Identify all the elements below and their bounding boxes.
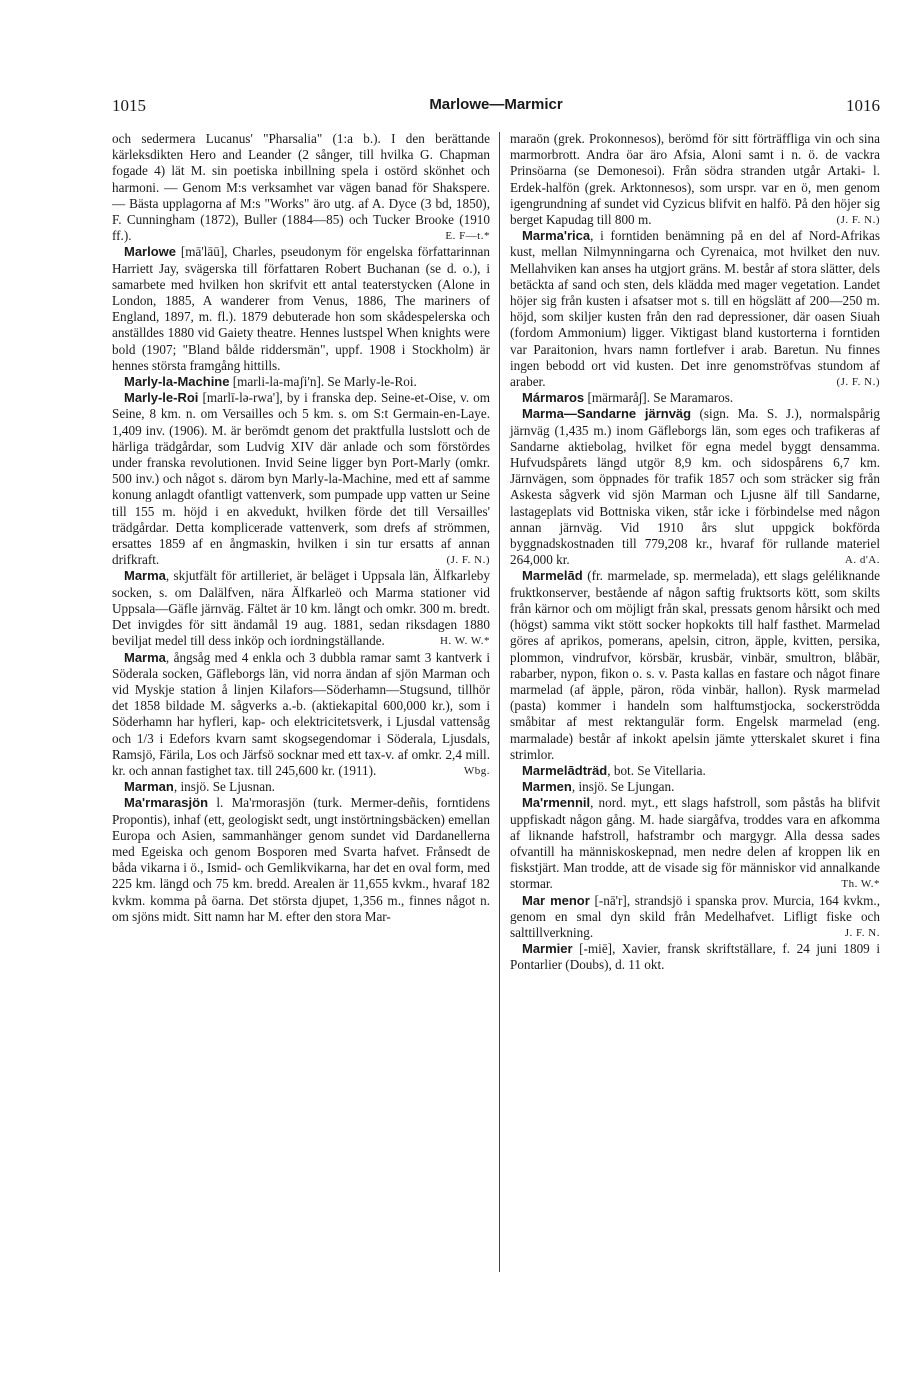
- entry-headword: Marmelādträd: [522, 762, 608, 778]
- entry-headword: Ma'rmarasjön: [124, 795, 209, 811]
- author-signature: (J. F. N.): [446, 554, 490, 567]
- entry-headword: Marlowe: [124, 244, 177, 260]
- entry-headword: Marmier: [522, 941, 573, 957]
- entry-headword: Marly-le-Roi: [124, 390, 199, 406]
- entry-headword: Marly-la-Machine: [124, 374, 230, 390]
- column-divider: [499, 132, 500, 1272]
- entry-headword: Marma'rica: [522, 228, 591, 244]
- entry-text: , nord. myt., ett slags hafstroll, som påstås ha blifvit uppfiskadt någon gång. M. hade siargåfva, troddes vara en afkomma af liknande hafstroll, hafstrambr och margygr. Alla dessa sades ofvantill ha människoskepnad, men nedre delen af kroppen lik en fiskstjärt. Man trodde, att de visade sig för människor vid annalkande stormar.: [510, 795, 880, 892]
- continued-paragraph: [510, 131, 880, 228]
- entry-mar-menor: [510, 893, 880, 942]
- paragraph-text: och sedermera Lucanus' "Pharsalia" (1:a b.). I den berättande kärleksdikten Hero and Leander (2 sånger, till hvilka G. Chapman fogade 4) lät M. sin poetiska inbillning spela i ostörd skönhet och harmoni. — Genom M:s verksamhet var vägen banad för Shakspere. — Bästa upplagorna af M:s "Works" äro utg. af A. Dyce (3 bd, 1850), F. Cunningham (1872), Buller (1884—85) och Tucker Brooke (1910 ff.).: [112, 131, 490, 244]
- entry-text: , skjutfält för artilleriet, är beläget i Uppsala län, Älfkarleby socken, s. om Dalälfven, nära Älfkarleö och Marma stationer vid Uppsala—Gäfle järnväg. Fältet är 10 km. långt och omkr. 300 m. bredt. Det invigdes för sitt ändamål 19 aug. 1881, sedan riksdagen 1880 beviljat medel till dess inköp och iordningställande.: [112, 568, 490, 649]
- author-signature: H. W. W.*: [439, 635, 490, 648]
- entry-text: [marli-la-maʃi'n]. Se Marly-le-Roi.: [232, 374, 417, 390]
- entry-marman: [112, 779, 490, 795]
- entry-marmier: [510, 941, 880, 973]
- entry-marma-angsag: [112, 650, 490, 780]
- right-page-number: 1016: [846, 96, 880, 115]
- continued-paragraph: [112, 131, 490, 244]
- right-column: [510, 131, 880, 974]
- left-page-number: 1015: [112, 96, 146, 115]
- entry-marmarica: [510, 228, 880, 390]
- entry-text: , insjö. Se Ljungan.: [571, 779, 675, 795]
- entry-marmennil: [510, 795, 880, 892]
- entry-text: , ångsåg med 4 enkla och 3 dubbla ramar samt 3 kantverk i Söderala socken, Gäfleborgs län, vid norra ändan af sjön Marman och vid Myskje station å linjen Kilafors—Söderhamn—Stugsund, tillhör det 1858 bildade M. sågverks a.-b. (aktiekapital 600,000 kr.), som i Söderhamn har hyfleri, kap- och elektricitetsverk, i Ljusdal vattensåg och 1/3 i Edefors kvarn samt skogsegendomar i Söderala, Ljusdals, Ramsjö, Färila, Los och Järfsö socknar med ett tax-v. af omkr. 2,4 mill. kr. och annan fastighet tax. till 245,600 kr. (1911).: [112, 649, 490, 778]
- entry-text: [-nā'r], strandsjö i spanska prov. Murcia, 164 kvkm., genom en smal dyn skild från Medelhafvet. Lifligt fiske och salttillverkning.: [510, 892, 880, 940]
- entry-headword: Marma: [124, 568, 166, 584]
- entry-text: [-miē], Xavier, fransk skriftställare, f. 24 juni 1809 i Pontarlier (Doubs), d. 11 okt.: [510, 941, 880, 973]
- entry-text: , bot. Se Vitellaria.: [607, 762, 706, 778]
- entry-marmeladtrad: [510, 763, 880, 779]
- entry-headword: Marma—Sandarne järnväg: [522, 406, 692, 422]
- author-signature: (J. F. N.): [836, 214, 880, 227]
- entry-headword: Ma'rmennil: [522, 795, 591, 811]
- entry-headword: Marman: [124, 779, 174, 795]
- entry-text: (fr. marmelade, sp. mermelada), ett slags geléliknande fruktkonserver, bestående af någon saftig fruktsorts kött, som skilts från kärnor och om möjligt från skal, pressats genom hårsikt och med (högst) samma vikt stött socker hopkokts till half fasthet. Marmelad göres af aprikos, pomerans, apelsin, citron, äpple, kvitten, persika, plommon, vindrufvor, körsbär, krusbär, vinbär, smultron, blåbär, rabarber, nypon, fikon o. s. v. Pasta kallas en fastare och något finare marmelad (af äpple, päron, röda vinbär, hallon). Rysk marmelad (pasta) kommer i handeln som halftumstjocka, sockerströdda småbitar af mest rektangulär form. Engelsk marmelad (eng. marmalade) består af inkokt apelsin jämte ytterskalet skuret i fina strimlor.: [510, 568, 880, 762]
- page-header: [112, 96, 880, 118]
- entry-marmaros: [510, 390, 880, 406]
- entry-marmen: [510, 779, 880, 795]
- paragraph-text: maraön (grek. Prokonnesos), berömd för sitt förträffliga vin och sina marmorbrott. Andra öar äro Afsia, Aloni samt i n. ö. de vackra Prinsöarna (se Demonesoi). Från södra stranden utgår Artaki- l. Erdek-halfön (grek. Arktonnesos), som urspr. var en ö, men genom igengrundning af sundet vid Cyzicus blifvit en halfö. På den höjer sig berget Kapudag till 800 m.: [510, 131, 880, 228]
- entry-text: [marlī-lə-rwa'], by i franska dep. Seine-et-Oise, v. om Seine, 8 km. n. om Versailles och 5 km. s. om S:t Germain-en-Laye. 1,409 inv. (1906). M. är berömdt genom det praktfulla lustslott och de härliga trädgårdar, som Ludvig XIV där anlade och som förstördes under franska revolutionen. Invid Seine ligger byn Port-Marly (omkr. 500 inv.) och något s. därom byn Marly-la-Machine, med ett af samme konung anlagdt ofantligt vattenverk, som pumpade upp vatten ur Seine till 155 m. höjd i en akvedukt, hvilken förde det till Versailles' trädgårdar. Detta komplicerade vattenverk, som drefs af strömmen, ersattes 1859 af en ångmaskin, hvilken i sin tur ersatts af annan drifkraft.: [112, 390, 491, 568]
- running-title: Marlowe—Marmicr: [429, 96, 563, 113]
- entry-marma-skjutfalt: [112, 568, 490, 649]
- entry-headword: Mármaros: [522, 390, 585, 406]
- entry-text: , insjö. Se Ljusnan.: [173, 779, 275, 795]
- entry-marmelad: [510, 568, 880, 762]
- entry-marlowe: [112, 244, 490, 374]
- entry-text: [märmarå∫]. Se Maramaros.: [587, 390, 734, 406]
- entry-text: [mā'lāū], Charles, pseudonym för engelska författarinnan Harriett Jay, svägerska till författaren Robert Buchanan (se d. o.), i samarbete med hvilken hon skrifvit ett antal teaterstycken (Alone in London, 1885, A wanderer from Venus, 1886, The mariners of England, 1897, m. fl.). 1879 debuterade hon som skådespelerska och anställdes 1880 vid Gaiety theatre. Hennes lustspel When knights were bold (1907; "Bland bålde riddersmän", uppf. 1908 i Stockholm) är hennes största framgång hittills.: [112, 244, 491, 373]
- left-column: [112, 131, 490, 925]
- entry-text: (sign. Ma. S. J.), normalspårig järnväg (1,435 m.) inom Gäfleborgs län, som eges och trafikeras af Sandarne aktiebolag, hvilket för egna medel byggt densamma. Hufvudspårets längd utgör 8,9 km. och sidospårens 6,7 km. Järnvägen, som öppnades för trafik 1857 och som sträcker sig från Askesta sågverk vid sjön Marman och Ljusne älf till Sandarne, lastageplats vid Bottniska viken, står icke i förbindelse med någon annan järnväg. Vid 1910 års slut uppgick bokförda byggnadskostnaden till 779,208 kr., hvaraf för rullande materiel 264,000 kr.: [510, 406, 880, 568]
- author-signature: A. d'A.: [844, 554, 880, 567]
- entry-headword: Mar menor: [522, 892, 590, 908]
- entry-headword: Marmelād: [522, 568, 583, 584]
- author-signature: E. F—t.*: [445, 230, 490, 243]
- entry-text: l. Ma'rmorasjön (turk. Mermer-deñis, forntidens Propontis), inhaf (ett, geologiskt sedt, ungt instörtningsbäcken) emellan Europa och Asien, sammanhänger genom sundet vid Dardanellerna med Egeiska och genom Bosporen med Svarta hafvet. Frånsedt de båda vikarna i ö., Ismid- och Gemlikvikarna, har det en oval form, med 225 km. längd och 75 km. bredd. Arealen är 11,655 kvkm., hvaraf 182 kvkm. komma på öarna. Det största djupet, 1,356 m., finnes något n. om sjöns midt. Sitt namn har M. efter den stora Mar-: [112, 795, 490, 924]
- author-signature: Wbg.: [463, 764, 490, 777]
- entry-text: , i forntiden benämning på en del af Nord-Afrikas kust, mellan Nilmynningarna och Cyrenaica, mot hvilket den nuv. Mellahviken kan anses ha utgjort gräns. M. består af stora slätter, dels betäckta af sand och sten, dels klädda med mager vegetation. Landet höjer sig från kusten i afsatser mot s. till en högslätt af 200—250 m. höjd, som skiljer kusten från den rad depressioner, där oasen Siuah (fordom Ammonium) ligger. Viktigast bland kustorterna i forntiden var Paraitonion, hvars namn fortlefver i arab. Baretun. Nu finnes ingen bebodd ort vid kusten. Det inre genomströfvas stundom af araber.: [510, 228, 880, 390]
- entry-marly-la-machine: [112, 374, 490, 390]
- entry-headword: Marma: [124, 649, 166, 665]
- entry-marma-sandarne: [510, 406, 880, 568]
- author-signature: J. F. N.: [844, 926, 880, 939]
- entry-headword: Marmen: [522, 779, 572, 795]
- entry-marmarasjon: [112, 795, 490, 925]
- author-signature: (J. F. N.): [836, 376, 880, 389]
- author-signature: Th. W.*: [841, 878, 880, 891]
- entry-marly-le-roi: [112, 390, 490, 568]
